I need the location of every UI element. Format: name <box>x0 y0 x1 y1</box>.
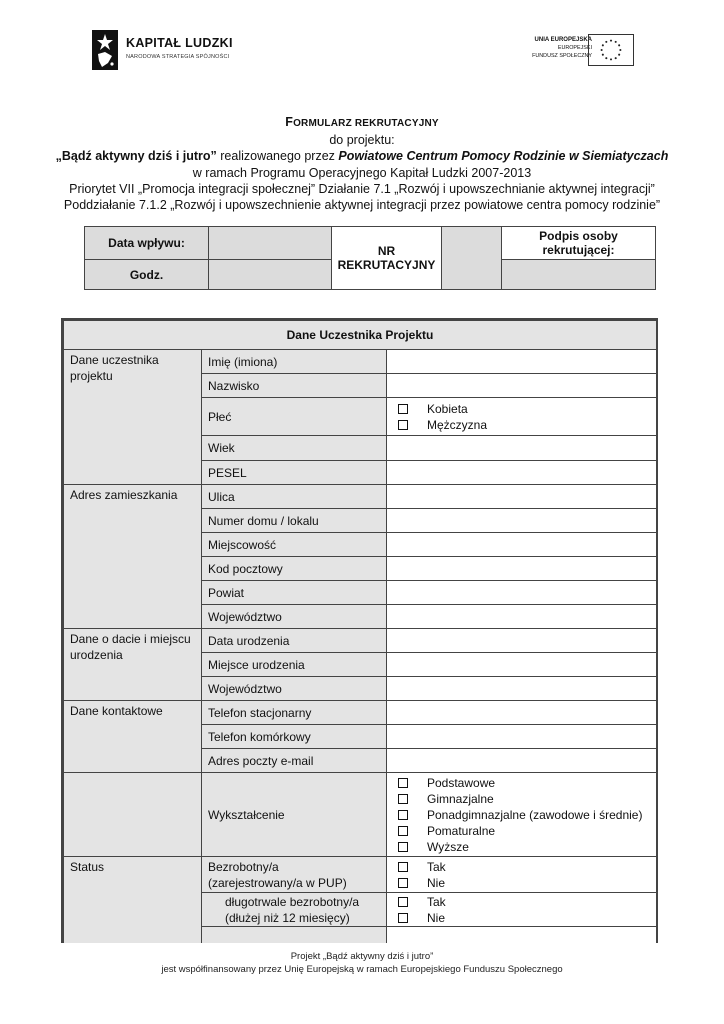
birth-place-label: Miejsce urodzenia <box>202 653 387 677</box>
checkbox-icon[interactable] <box>398 878 408 888</box>
signature-label: Podpis osoby rekrutującej: <box>502 227 656 260</box>
checkbox-icon[interactable] <box>398 810 408 820</box>
eu-logo <box>508 34 634 68</box>
project-line: „Bądź aktywny dziś i jutro” realizowanego przez Powiatowe Centrum Pomocy Rodzinie w Siemiatyczach <box>55 149 669 164</box>
unemployed-no[interactable]: Nie <box>393 875 650 891</box>
education-option[interactable]: Ponadgimnazjalne (zawodowe i średnie) <box>393 807 650 823</box>
group-birth: Dane o dacie i miejscu urodzenia <box>64 629 202 701</box>
last-name-label: Nazwisko <box>202 374 387 398</box>
date-received-label: Data wpływu: <box>85 227 209 260</box>
email-label: Adres poczty e-mail <box>202 749 387 773</box>
checkbox-icon[interactable] <box>398 826 408 836</box>
signature-field[interactable] <box>502 260 656 290</box>
group-participant: Dane uczestnika projektu <box>64 350 202 485</box>
participant-data-section <box>61 318 658 943</box>
house-number-label: Numer domu / lokalu <box>202 509 387 533</box>
longterm-unemployed-label: długotrwale bezrobotny/a (dłużej niż 12 miesięcy) <box>202 893 387 927</box>
unemployed-label: Bezrobotny/a (zarejestrowany/a w PUP) <box>202 857 387 893</box>
county-label: Powiat <box>202 581 387 605</box>
time-label: Godz. <box>85 260 209 290</box>
age-label: Wiek <box>202 436 387 461</box>
group-education-empty <box>64 773 202 857</box>
registration-table <box>84 226 656 290</box>
unemployed-yes[interactable]: Tak <box>393 859 650 875</box>
sex-label: Płeć <box>202 398 387 436</box>
eu-flag-icon <box>588 34 634 66</box>
group-contact: Dane kontaktowe <box>64 701 202 773</box>
form-title: FORMULARZ REKRUTACYJNY <box>285 115 439 129</box>
recruitment-number-label: NR REKRUTACYJNY <box>332 227 442 290</box>
birth-province-field[interactable] <box>387 677 657 701</box>
group-address: Adres zamieszkania <box>64 485 202 629</box>
sex-option-female[interactable]: Kobieta <box>393 401 650 417</box>
checkbox-icon[interactable] <box>398 862 408 872</box>
last-name-field[interactable] <box>387 374 657 398</box>
birth-place-field[interactable] <box>387 653 657 677</box>
unemployed-options <box>387 857 657 893</box>
time-field[interactable] <box>209 260 332 290</box>
recruitment-number-field[interactable] <box>442 227 502 290</box>
city-field[interactable] <box>387 533 657 557</box>
email-field[interactable] <box>387 749 657 773</box>
form-subtitle: do projektu: <box>329 133 395 148</box>
longterm-no[interactable]: Nie <box>393 910 650 926</box>
section-title: Dane Uczestnika Projektu <box>64 321 657 350</box>
group-status: Status <box>64 857 202 944</box>
inactive-label <box>202 927 387 944</box>
kapital-ludzki-logo-icon <box>92 30 118 70</box>
subaction-line: Poddziałanie 7.1.2 „Rozwój i upowszechnienie aktywnej integracji przez powiatowe centra pomocy rodzinie” <box>63 198 661 213</box>
project-name: „Bądź aktywny dziś i jutro” <box>55 149 217 164</box>
pesel-field[interactable] <box>387 461 657 485</box>
kapital-ludzki-subtitle: NARODOWA STRATEGIA SPÓJNOŚCI <box>126 54 230 60</box>
education-option[interactable]: Wyższe <box>393 839 650 855</box>
sex-options <box>387 398 657 436</box>
longterm-unemployed-options <box>387 893 657 927</box>
mobile-label: Telefon komórkowy <box>202 725 387 749</box>
program-line: w ramach Programu Operacyjnego Kapitał Ludzki 2007-2013 <box>192 165 532 180</box>
priority-line: Priorytet VII „Promocja integracji społecznej” Działanie 7.1 „Rozwój i upowszechnianie aktywnej integracji” <box>69 181 655 196</box>
checkbox-icon[interactable] <box>398 842 408 852</box>
eu-line3: FUNDUSZ SPOŁECZNY <box>532 53 592 59</box>
pesel-label: PESEL <box>202 461 387 485</box>
date-received-field[interactable] <box>209 227 332 260</box>
checkbox-icon[interactable] <box>398 913 408 923</box>
province-label: Województwo <box>202 605 387 629</box>
checkbox-icon[interactable] <box>398 420 408 430</box>
form-title-block <box>40 114 684 213</box>
education-option[interactable]: Podstawowe <box>393 775 650 791</box>
postal-code-label: Kod pocztowy <box>202 557 387 581</box>
sex-option-male[interactable]: Mężczyzna <box>393 417 650 433</box>
first-name-label: Imię (imiona) <box>202 350 387 374</box>
street-label: Ulica <box>202 485 387 509</box>
county-field[interactable] <box>387 581 657 605</box>
education-options <box>387 773 657 857</box>
eu-logo-text <box>532 36 592 60</box>
house-number-field[interactable] <box>387 509 657 533</box>
inactive-options <box>387 927 657 944</box>
checkbox-icon[interactable] <box>398 778 408 788</box>
education-label: Wykształcenie <box>202 773 387 857</box>
footer-line2: jest współfinansowany przez Unię Europejską w ramach Europejskiego Funduszu Społecznego <box>161 964 563 975</box>
checkbox-icon[interactable] <box>398 897 408 907</box>
kapital-ludzki-title: KAPITAŁ LUDZKI <box>126 36 233 50</box>
landline-label: Telefon stacjonarny <box>202 701 387 725</box>
postal-code-field[interactable] <box>387 557 657 581</box>
education-option[interactable]: Pomaturalne <box>393 823 650 839</box>
education-option[interactable]: Gimnazjalne <box>393 791 650 807</box>
birth-date-label: Data urodzenia <box>202 629 387 653</box>
first-name-field[interactable] <box>387 350 657 374</box>
eu-line1: UNIA EUROPEJSKA <box>534 37 592 43</box>
longterm-yes[interactable]: Tak <box>393 894 650 910</box>
institution-name: Powiatowe Centrum Pomocy Rodzinie w Siemiatyczach <box>338 149 669 164</box>
street-field[interactable] <box>387 485 657 509</box>
mobile-field[interactable] <box>387 725 657 749</box>
landline-field[interactable] <box>387 701 657 725</box>
birth-province-label: Województwo <box>202 677 387 701</box>
city-label: Miejscowość <box>202 533 387 557</box>
footer-line1: Projekt „Bądź aktywny dziś i jutro” <box>290 951 434 962</box>
age-field[interactable] <box>387 436 657 461</box>
province-field[interactable] <box>387 605 657 629</box>
participant-data-table <box>63 320 657 943</box>
checkbox-icon[interactable] <box>398 404 408 414</box>
page-footer <box>0 950 724 976</box>
kapital-ludzki-logo <box>92 30 232 72</box>
eu-line2: EUROPEJSKI <box>557 45 592 51</box>
checkbox-icon[interactable] <box>398 794 408 804</box>
birth-date-field[interactable] <box>387 629 657 653</box>
